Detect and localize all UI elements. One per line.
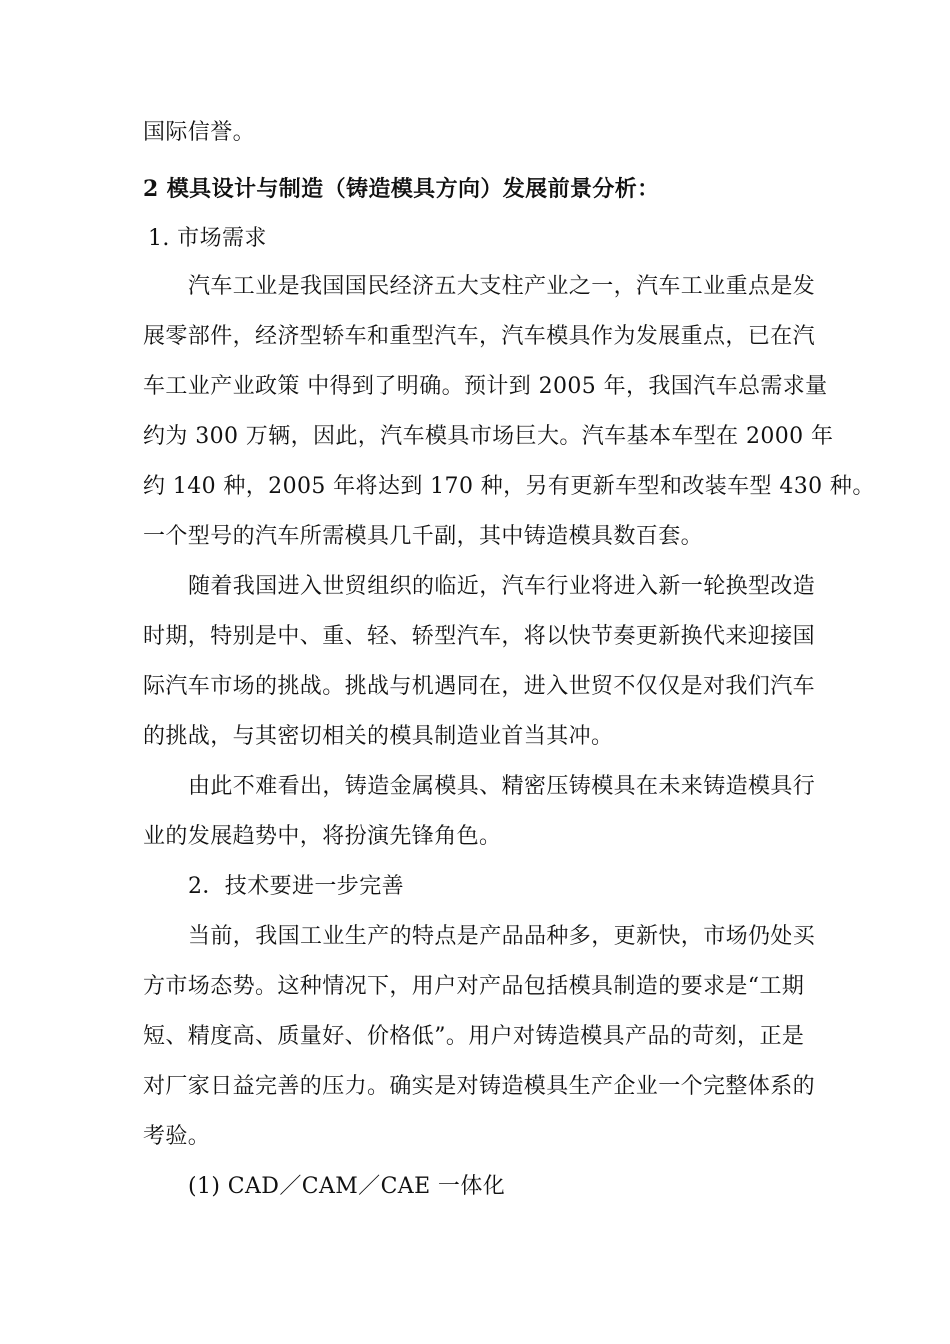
paragraph-1-line-3: 车工业产业政策 中得到了明确。预计到 2005 年，我国汽车总需求量	[143, 374, 828, 399]
paragraph-2-line-2: 时期，特别是中、重、轻、轿型汽车，将以快节奏更新换代来迎接国	[143, 624, 816, 649]
paragraph-1-line-4: 约为 300 万辆，因此，汽车模具市场巨大。汽车基本车型在 2000 年	[143, 424, 834, 449]
paragraph-4-line-5: 考验。	[143, 1124, 211, 1149]
paragraph-1-line-2: 展零部件，经济型轿车和重型汽车，汽车模具作为发展重点，已在汽	[143, 324, 816, 349]
paragraph-3-line-1: 由此不难看出，铸造金属模具、精密压铸模具在未来铸造模具行	[188, 774, 816, 799]
subheading-technology: 2．技术要进一步完善	[188, 874, 404, 899]
subheading-cad-cam-cae: (1) CAD／CAM／CAE 一体化	[188, 1174, 506, 1199]
paragraph-1-line-6: 一个型号的汽车所需模具几千副，其中铸造模具数百套。	[143, 524, 704, 549]
paragraph-1-line-5: 约 140 种，2005 年将达到 170 种，另有更新车型和改装车型 430 种。	[143, 474, 875, 499]
paragraph-4-line-1: 当前，我国工业生产的特点是产品品种多，更新快，市场仍处买	[188, 924, 816, 949]
paragraph-2-line-3: 际汽车市场的挑战。挑战与机遇同在，进入世贸不仅仅是对我们汽车	[143, 674, 816, 699]
paragraph-1-line-1: 汽车工业是我国国民经济五大支柱产业之一，汽车工业重点是发	[188, 274, 816, 299]
subheading-market-demand: 1. 市场需求	[148, 226, 267, 251]
paragraph-4-line-4: 对厂家日益完善的压力。确实是对铸造模具生产企业一个完整体系的	[143, 1074, 816, 1099]
text-line-1: 国际信誉。	[143, 120, 256, 145]
paragraph-2-line-1: 随着我国进入世贸组织的临近，汽车行业将进入新一轮换型改造	[188, 574, 816, 599]
section-heading: 2 模具设计与制造（铸造模具方向）发展前景分析：	[143, 176, 660, 202]
paragraph-4-line-2: 方市场态势。这种情况下，用户对产品包括模具制造的要求是“工期	[143, 974, 805, 999]
paragraph-4-line-3: 短、精度高、质量好、价格低”。用户对铸造模具产品的苛刻，正是	[143, 1024, 805, 1049]
paragraph-3-line-2: 业的发展趋势中，将扮演先锋角色。	[143, 824, 502, 849]
paragraph-2-line-4: 的挑战，与其密切相关的模具制造业首当其冲。	[143, 724, 614, 749]
